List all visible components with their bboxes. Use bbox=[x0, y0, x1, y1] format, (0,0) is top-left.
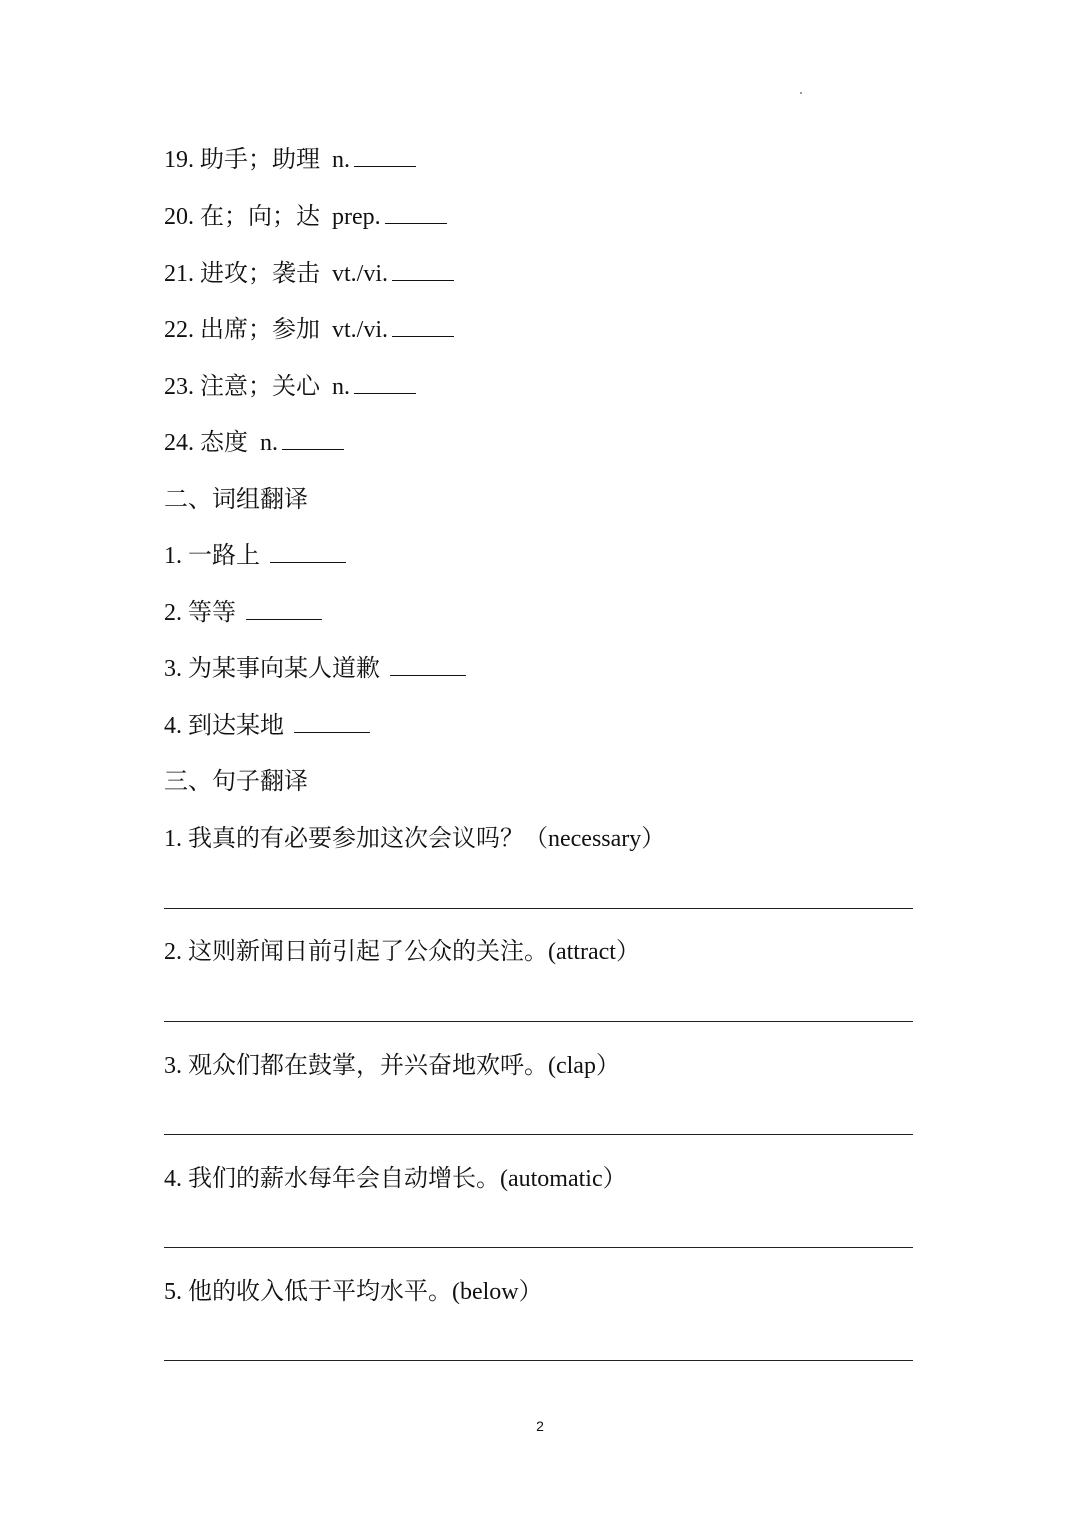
answer-line[interactable] bbox=[164, 908, 913, 909]
phrase-item-4 bbox=[164, 710, 370, 742]
corner-mark bbox=[800, 92, 802, 94]
item-pos: vt./vi. bbox=[332, 261, 389, 287]
answer-blank[interactable] bbox=[385, 203, 447, 224]
item-pos: vt./vi. bbox=[332, 317, 389, 343]
answer-line[interactable] bbox=[164, 1247, 913, 1248]
item-text: 等等 bbox=[188, 600, 236, 626]
answer-blank[interactable] bbox=[246, 599, 322, 620]
sentence-item-1 bbox=[164, 823, 665, 855]
answer-line[interactable] bbox=[164, 1360, 913, 1361]
answer-blank[interactable] bbox=[282, 429, 344, 450]
item-chinese: 注意；关心 bbox=[200, 374, 320, 400]
answer-blank[interactable] bbox=[392, 260, 454, 281]
vocab-item-19 bbox=[164, 144, 416, 176]
answer-line[interactable] bbox=[164, 1134, 913, 1135]
item-pos: prep. bbox=[332, 204, 381, 230]
item-pos: n. bbox=[332, 147, 350, 173]
item-chinese: 在；向；达 bbox=[200, 204, 320, 230]
item-chinese: 进攻；袭击 bbox=[200, 261, 320, 287]
item-pos: n. bbox=[332, 374, 350, 400]
sentence-item-2 bbox=[164, 936, 640, 968]
section-heading-phrases: 二、词组翻译 bbox=[164, 487, 308, 513]
item-number: 20. bbox=[164, 204, 194, 230]
item-pos: n. bbox=[260, 430, 278, 456]
item-number: 4. bbox=[164, 1166, 182, 1192]
vocab-item-23 bbox=[164, 371, 416, 403]
item-number: 4. bbox=[164, 713, 182, 739]
phrase-item-1 bbox=[164, 540, 346, 572]
item-number: 21. bbox=[164, 261, 194, 287]
answer-blank[interactable] bbox=[270, 542, 346, 563]
item-text: 我们的薪水每年会自动增长。(automatic） bbox=[188, 1166, 627, 1192]
item-number: 1. bbox=[164, 543, 182, 569]
item-number: 2. bbox=[164, 600, 182, 626]
item-chinese: 出席；参加 bbox=[200, 317, 320, 343]
item-number: 3. bbox=[164, 656, 182, 682]
page-number: 2 bbox=[536, 1418, 544, 1434]
answer-blank[interactable] bbox=[294, 712, 370, 733]
item-text: 到达某地 bbox=[188, 713, 284, 739]
item-number: 1. bbox=[164, 826, 182, 852]
phrase-item-3 bbox=[164, 653, 466, 685]
item-number: 2. bbox=[164, 939, 182, 965]
section-heading-sentences: 三、句子翻译 bbox=[164, 769, 308, 795]
answer-blank[interactable] bbox=[390, 655, 466, 676]
sentence-item-3 bbox=[164, 1050, 620, 1082]
vocab-item-20 bbox=[164, 201, 447, 233]
answer-blank[interactable] bbox=[354, 146, 416, 167]
item-number: 24. bbox=[164, 430, 194, 456]
item-number: 3. bbox=[164, 1053, 182, 1079]
item-chinese: 态度 bbox=[200, 430, 248, 456]
item-chinese: 助手；助理 bbox=[200, 147, 320, 173]
item-number: 23. bbox=[164, 374, 194, 400]
phrase-item-2 bbox=[164, 597, 322, 629]
item-text: 一路上 bbox=[188, 543, 260, 569]
vocab-item-22 bbox=[164, 314, 454, 346]
item-text: 这则新闻日前引起了公众的关注。(attract） bbox=[188, 939, 640, 965]
answer-blank[interactable] bbox=[354, 373, 416, 394]
sentence-item-4 bbox=[164, 1163, 627, 1195]
sentence-item-5 bbox=[164, 1276, 543, 1308]
item-number: 19. bbox=[164, 147, 194, 173]
item-number: 22. bbox=[164, 317, 194, 343]
answer-blank[interactable] bbox=[392, 316, 454, 337]
item-text: 我真的有必要参加这次会议吗？（necessary） bbox=[188, 826, 666, 852]
answer-line[interactable] bbox=[164, 1021, 913, 1022]
vocab-item-24 bbox=[164, 427, 344, 459]
item-text: 他的收入低于平均水平。(below） bbox=[188, 1279, 543, 1305]
item-text: 为某事向某人道歉 bbox=[188, 656, 380, 682]
item-number: 5. bbox=[164, 1279, 182, 1305]
vocab-item-21 bbox=[164, 258, 454, 290]
item-text: 观众们都在鼓掌，并兴奋地欢呼。(clap） bbox=[188, 1053, 620, 1079]
